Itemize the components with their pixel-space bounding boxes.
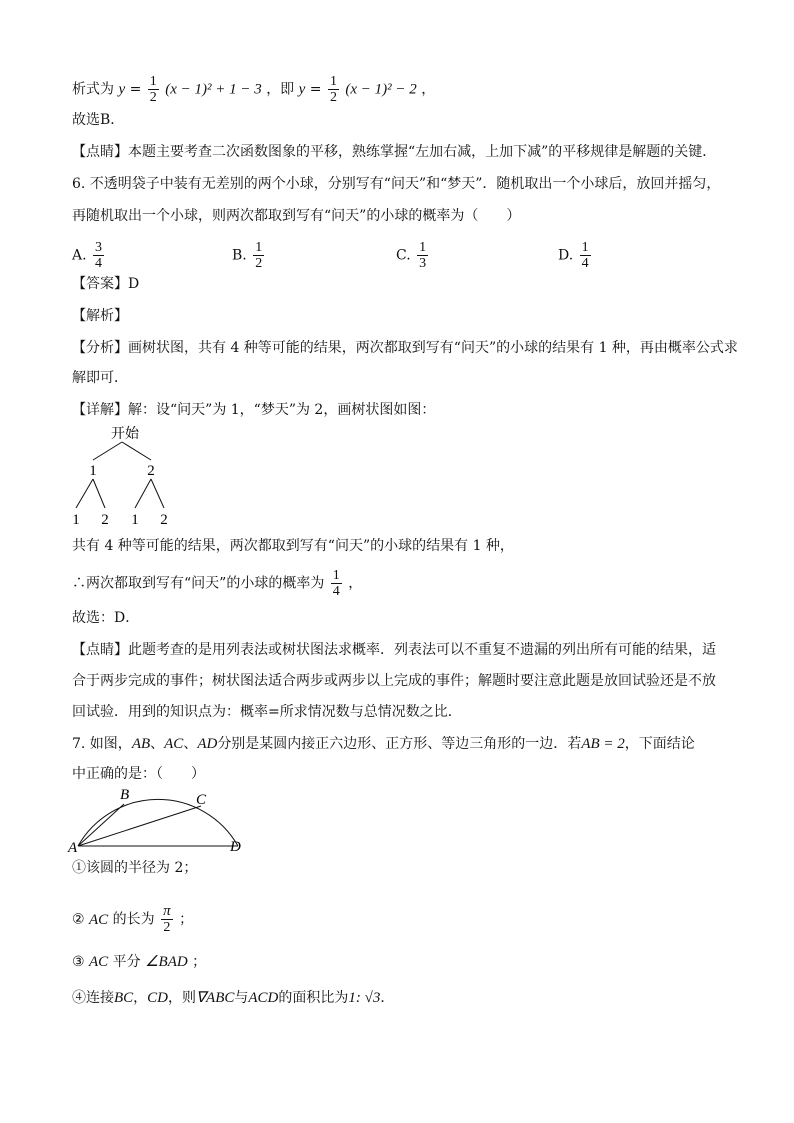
tree-l1-1: 1 — [89, 463, 97, 479]
q7-figure — [66, 784, 256, 856]
tree-root: 开始 — [111, 427, 139, 442]
q6-dianjing-1: 【点睛】此题考查的是用列表法或树状图法求概率．列表法可以不重复不遗漏的列出所有可能的结果，适 — [72, 642, 716, 658]
tree-l2-2: 2 — [101, 512, 109, 528]
tree-l2-4: 2 — [160, 512, 168, 528]
prev-dianjing: 【点睛】本题主要考查二次函数图象的平移，熟练掌握“左加右减，上加下减”的平移规律是解题的关键． — [72, 144, 717, 160]
q6-fenxi-2: 解即可． — [72, 370, 128, 386]
q6-option-a: A. $\frac{3}{4}$ — [72, 240, 103, 271]
q6-stem-2: 再随机取出一个小球，则两次都取到写有“问天”的小球的概率为（ ） — [72, 208, 521, 224]
fraction-half-2: $\frac{1}{2}$ — [329, 74, 337, 105]
q6-stem-1: 6. 不透明袋子中装有无差别的两个小球，分别写有“问天”和“梦天”．随机取出一个小球后，放回并摇匀， — [72, 176, 721, 192]
tree-l2-3: 1 — [131, 512, 139, 528]
q6-result-fraction: $\frac{1}{4}$ — [332, 568, 340, 599]
q6-dianjing-2: 合于两步完成的事件；树状图法适合两步或两步以上完成的事件；解题时要注意此题是放回试验还是不放 — [72, 673, 716, 689]
expr-2: (x − 1)² − 2 — [345, 81, 417, 98]
q7-statement-1: ①该圆的半径为 2； — [72, 860, 198, 876]
q6-answer: 【答案】D — [72, 276, 140, 292]
prev-text-a: 析式为 — [72, 81, 114, 98]
prev-formula-line: 析式为 y = $\frac{1}{2}$ (x − 1)² + 1 − 3 ，即 y = $\frac{1}{2}$ (x − 1)² − 2 ， — [72, 74, 436, 105]
label-a: A — [68, 840, 78, 856]
label-d: D — [230, 839, 241, 855]
q7-statement-3: ③ AC 平分 ∠BAD ； — [72, 954, 207, 970]
prev-choose: 故选B． — [72, 112, 125, 128]
arc-ac: AC — [89, 911, 109, 928]
q6-dianjing-3: 回试验．用到的知识点为：概率=所求情况数与总情况数之比． — [72, 704, 462, 720]
fraction-half: $\frac{1}{2}$ — [149, 74, 157, 105]
expr-1: (x − 1)² + 1 − 3 — [165, 81, 262, 98]
prev-text-b: ，即 — [266, 81, 295, 98]
q6-jiexi: 【解析】 — [72, 308, 128, 324]
label-b: B — [120, 787, 130, 803]
q6-option-c: C. $\frac{1}{3}$ — [396, 240, 427, 271]
label-c: C — [196, 792, 207, 808]
q7-statement-2: ② AC 的长为 $\frac{\pi}{2}$ ； — [72, 903, 194, 935]
tree-l2-1: 1 — [72, 512, 80, 528]
var-y: y — [118, 81, 126, 98]
tree-diagram — [60, 420, 190, 530]
q7-stem-2: 中正确的是：（ ） — [72, 766, 205, 782]
q6-result-1: 共有 4 种等可能的结果，两次都取到写有“问天”的小球的结果有 1 种， — [72, 538, 514, 554]
q6-detail: 【详解】解：设“问天”为 1，“梦天”为 2，画树状图如图： — [72, 402, 436, 418]
q6-choose: 故选：D． — [72, 610, 140, 626]
q6-fenxi-1: 【分析】画树状图，共有 4 种等可能的结果，两次都取到写有“问天”的小球的结果有 1 种，再由概率公式求 — [72, 340, 738, 356]
pi-over-2: $\frac{\pi}{2}$ — [163, 903, 171, 935]
q6-result-2: ∴两次都取到写有“问天”的小球的概率为 $\frac{1}{4}$ ， — [72, 568, 363, 599]
q7-statement-4: ④连接BC，CD，则∇ABC与ACD的面积比为1: √3． — [72, 990, 395, 1006]
q7-stem-1: 7. 如图，AB、AC、AD分别是某圆内接正六边形、正方形、等边三角形的一边．若AB = 2，下面结论 — [72, 736, 695, 752]
tree-l1-2: 2 — [147, 463, 155, 479]
var-y2: y — [298, 81, 306, 98]
q6-option-d: D. $\frac{1}{4}$ — [558, 240, 589, 271]
q6-option-b: B. $\frac{1}{2}$ — [232, 240, 263, 271]
prev-text-c: ， — [421, 81, 436, 98]
